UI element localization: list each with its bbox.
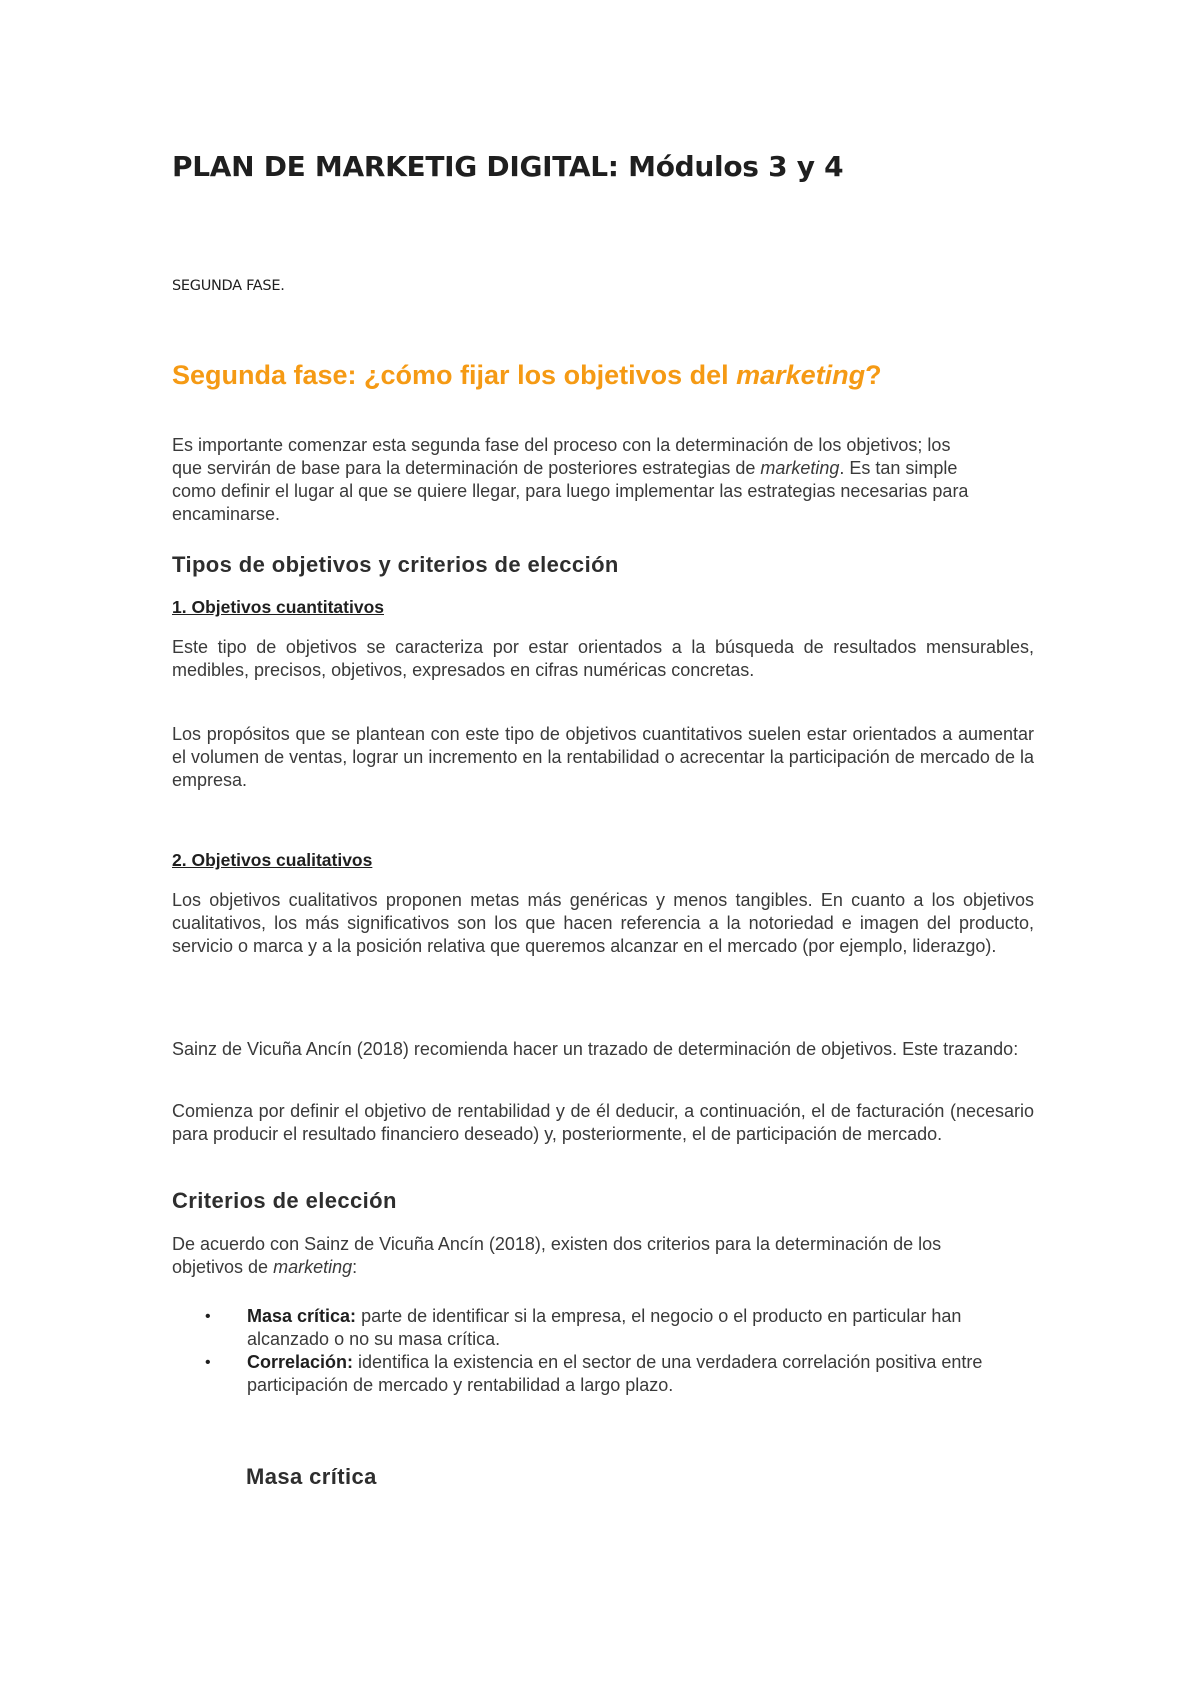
section-heading-objectives [172, 360, 882, 391]
heading-emphasis: marketing [736, 360, 866, 390]
criteria-intro-emphasis: marketing [273, 1257, 353, 1277]
qualitative-paragraph: Los objetivos cualitativos proponen metas más genéricas y menos tangibles. En cuanto a los objetivos cualitativos, los más significativos son los que hacen referencia a la notoriedad e imagen del producto, servicio o marca y a la posición relativa que queremos alcanzar en el mercado (por ejemplo, liderazgo). [172, 890, 1034, 956]
bullet-icon: • [205, 1308, 211, 1325]
criteria-list [205, 1305, 1035, 1397]
bullet-icon: • [205, 1354, 211, 1371]
quantitative-paragraph-1: Este tipo de objetivos se caracteriza por estar orientados a la búsqueda de resultados mensurables, medibles, precisos, objetivos, expresados en cifras numéricas concretas. [172, 637, 1034, 680]
criteria-intro-text-1: De acuerdo con Sainz de Vicuña Ancín (2018), existen dos criterios para la determinación de los objetivos de [172, 1234, 942, 1277]
criteria-intro-paragraph [172, 1233, 1012, 1279]
document-title: PLAN DE MARKETIG DIGITAL: Módulos 3 y 4 [172, 150, 844, 183]
intro-text-1: Es importante comenzar esta segunda fase del proceso con la determinación de los objetivos; los que servirán de base para la determinación de posteriores estrategias de [172, 435, 951, 478]
intro-emphasis: marketing [760, 458, 840, 478]
bullet-term: Correlación: [247, 1352, 354, 1372]
heading-suffix: ? [865, 360, 882, 390]
subheading-criteria: Criterios de elección [172, 1188, 397, 1213]
intro-text-2: . Es tan simple como definir el lugar al que se quiere llegar, para luego implementar las estrategias necesarias para encaminarse. [172, 458, 969, 524]
quantitative-paragraph-2: Los propósitos que se plantean con este tipo de objetivos cuantitativos suelen estar orientados a aumentar el volumen de ventas, lograr un incremento en la rentabilidad o acrecentar la participación de mercado de la empresa. [172, 724, 1034, 790]
comienza-paragraph: Comienza por definir el objetivo de rentabilidad y de él deducir, a continuación, el de facturación (necesario para producir el resultado financiero deseado) y, posteriormente, el de participación de mercado. [172, 1101, 1034, 1144]
quantitative-heading: 1. Objetivos cuantitativos [172, 597, 384, 617]
subheading-masa-critica: Masa crítica [246, 1464, 377, 1489]
phase-label: SEGUNDA FASE. [172, 278, 285, 294]
bullet-text: parte de identificar si la empresa, el negocio o el producto en particular han alcanzado o no su masa crítica. [247, 1306, 962, 1349]
bullet-text: identifica la existencia en el sector de una verdadera correlación positiva entre participación de mercado y rentabilidad a largo plazo. [247, 1352, 983, 1395]
list-item [205, 1351, 1035, 1397]
criteria-intro-text-2: : [352, 1257, 358, 1277]
heading-prefix: Segunda fase: ¿cómo fijar los objetivos del [172, 360, 737, 390]
subheading-types-criteria: Tipos de objetivos y criterios de elección [172, 552, 619, 577]
intro-paragraph [172, 434, 972, 526]
qualitative-heading: 2. Objetivos cualitativos [172, 850, 373, 870]
sainz-paragraph: Sainz de Vicuña Ancín (2018) recomienda hacer un trazado de determinación de objetivos. Este trazando: [172, 1039, 1019, 1059]
bullet-term: Masa crítica: [247, 1306, 357, 1326]
list-item [205, 1305, 1035, 1351]
